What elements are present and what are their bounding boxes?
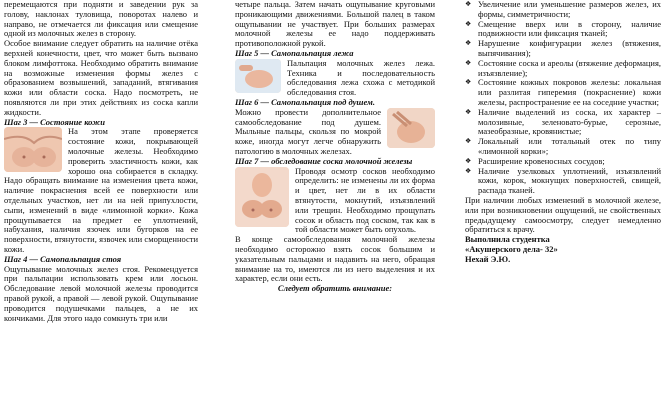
closing-paragraph: При наличии любых изменений в молочной железе, или при возникновении ощущений, не свойственных предыдущему самоосмотру, следует немедленно обратиться к врачу.: [465, 194, 661, 235]
author-line-1: Выполнила студентка: [465, 234, 550, 245]
paragraph: Особое внимание следует обратить на наличие отёка верхней конечности, цвет, что может быть вызвано блоком лимфоттока. Необходимо обратить внимание на возможные изменения формы желез с образованием возвышений, западаний, втягивания кожи или области соска. Надо посмотреть, не появляются ли при этих действиях из соска капли жидкости.: [4, 38, 198, 117]
list-item: ❖ Локальный или тотальный отек по типу «лимонной корки»;: [465, 137, 661, 157]
list-item: ❖ Увеличение или уменьшение размеров желез, их формы, симметричности;: [465, 0, 661, 20]
nipple-exam-illustration: [235, 167, 289, 227]
author-line-2: «Акушерского дела- 32»: [465, 243, 558, 254]
paragraph: Пальпация молочных желез лежа. Техника и последовательность обследования лежа схожа с методикой обследования стоя.: [287, 57, 435, 98]
paragraph: перемещаются при подняти и заведении рук за голову, наклонах туловища, поворотах налево и направо, не отмечается ли фиксация или смещение одной из молочных желез в сторону.: [4, 0, 198, 39]
list-item: ❖ Смещение вверх или в сторону, наличие подвижности или фиксация тканей;: [465, 20, 661, 40]
list-item: ❖ Расширение кровеносных сосудов;: [465, 157, 661, 167]
paragraph: В конце самообследования молочной железы необходимо осторожно взять сосок большим и указательным пальцами и надавить на него, обращая внимание на то, имеются ли из него выделения и их характер, если они есть.: [235, 234, 435, 284]
attention-list: [465, 0, 661, 196]
step-7-heading: Шаг 7 — обследование соска молочной железы: [235, 155, 413, 166]
column-right: [465, 0, 661, 410]
list-item: ❖ Состояние соска и ареолы (втяжение деформация, изъязвление);: [465, 59, 661, 79]
column-middle: [235, 0, 435, 410]
paragraph: четыре пальца. Затем начать ощупывание круговыми проникающими движениями. Большой палец в таком ощупывании не участвует. При больших размерах молочной железы ее надо поддерживать противоположной рукой.: [235, 0, 435, 49]
paragraph: Ощупывание молочных желез стоя. Рекомендуется при пальпации использовать крем или лосьон. Обследование левой молочной железы проводится правой рукой, а правой — левой рукой. Ощупывание проводится подушечками пальцев, а не их кончиками. Для этого надо сомкнуть три или: [4, 263, 198, 323]
list-item: ❖ Нарушение конфигурации желез (втяжения, выпячивания);: [465, 39, 661, 59]
step-5-heading: Шаг 5 — Самопальпация лежа: [235, 47, 354, 58]
author-name: Нехай Э.Ю.: [465, 253, 511, 264]
step-6-heading: Шаг 6 — Самопальпация под душем.: [235, 96, 375, 107]
paragraph: Можно провести дополнительное самообследование под душем. Мыльные пальцы, скользя по мокрой коже, иногда могут легче обнаружить патологию в молочных железах.: [235, 106, 381, 156]
attention-heading: Следует обратить внимание:: [277, 283, 393, 294]
shower-exam-illustration: [387, 108, 435, 148]
step-4-heading: Шаг 4 — Самопальпация стоя: [4, 253, 122, 264]
list-item: ❖ Состояние кожных покровов железы: локальная или разлитая гиперемия (покраснение) кожи железы, распространение ее на соседние участки;: [465, 78, 661, 107]
paragraph: На этом этапе проверяется состояние кожи, покрывающей молочные железы. Необходимо проверить эластичность кожи, как хорошо она собирается в складку. Надо обращать внимание на изменения цвета кожи, наличие покраснения всей ее поверхности или отдельных участков, нет ли на ней припухлости, сыпи, изменений в виде «лимонной корки». Кожа прощупывается на предмет ее уплотнений, набухания, наличия язочек или бугорков на ее поверхности, втянутости, язвочек или сморщенности кожи.: [4, 126, 198, 254]
list-item: ❖ Наличие выделений из соска, их характер – молозивные, зеленовато-бурые, серозные, мазеобразные, кровянистые;: [465, 108, 661, 137]
lying-exam-illustration: [235, 59, 281, 93]
step-3-heading: Шаг 3 — Состояние кожи: [4, 116, 106, 127]
column-left: [4, 0, 198, 410]
paragraph: Проводя осмотр сосков необходимо определить: не изменены ли их форма и цвет, нет ли в их области втянутости, мокнутий, изъязвлений или трещин. Необходимо прощупать сосок и область под соском, так как в той области может быть опухоль.: [295, 165, 435, 235]
list-item: ❖ Наличие узелковых уплотнений, изъязвлений кожи, корок, мокнущих поверхностей, свищей, распада тканей.: [465, 167, 661, 196]
skin-check-illustration: [4, 127, 62, 172]
